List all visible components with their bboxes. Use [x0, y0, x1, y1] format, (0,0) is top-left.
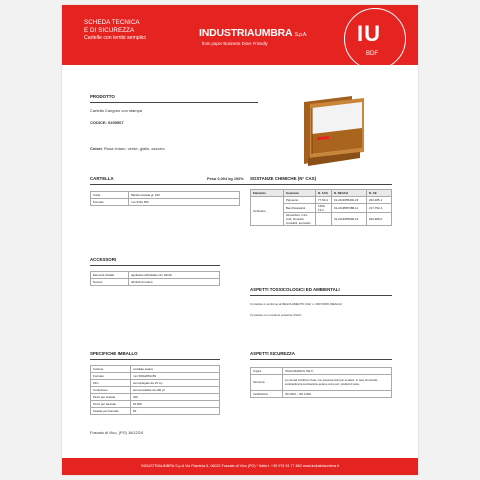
cartella-table	[90, 191, 240, 206]
colors-label: Colori:	[90, 146, 103, 151]
imballo-table	[90, 365, 220, 415]
brand-suffix: S.p.A.	[294, 32, 308, 38]
table-row	[91, 192, 240, 199]
table-cell: Formato	[91, 373, 131, 380]
table-cell: 920-908-0	[367, 213, 392, 226]
table-cell: Confezione	[91, 387, 131, 394]
table-cell: Film	[91, 380, 131, 387]
table-cell: 01-2119455996-19	[332, 213, 367, 226]
table-cell: 40x120 al rettore	[129, 279, 220, 286]
table-cell: 50	[131, 408, 220, 415]
table-cell: Scatole per bancale	[91, 408, 131, 415]
product-colors	[90, 146, 165, 151]
table-cell: Elementi imballo	[91, 272, 129, 279]
table-cell: Pezzi per scatola	[91, 394, 131, 401]
footer-banner: INDUSTRIAUMBRA S.p.A Via Flaminia 6, 06022 Fossato di Vico (PG) * Italia t. +39 075 91 77 882 www.industriaumbra.it	[62, 458, 418, 475]
cartella-section-title: CARTELLA	[90, 176, 114, 181]
table-row	[251, 368, 392, 375]
table-cell: Le normali condizioni d'uso, non presenta rischi per la salute. In caso di incendio scolorandosi la combustione avviene come per i prodotti di carta.	[283, 375, 392, 391]
table-cell: 400	[131, 394, 220, 401]
table-cell: applicata sull'imballo mm 46x40	[129, 272, 220, 279]
table-cell: 1566-13-2	[316, 204, 332, 213]
accessori-section-title: ACCESSORI	[90, 257, 117, 262]
table-row	[91, 387, 220, 394]
column-header: N. REACH	[332, 190, 367, 197]
table-row	[91, 394, 220, 401]
imballo-divider	[90, 359, 220, 360]
product-name: Cartella Canguro con stampa	[90, 108, 143, 113]
table-cell: 01-2119587488-11	[332, 204, 367, 213]
table-cell: mm 560x265x159	[131, 373, 220, 380]
table-cell: termoplegato da 15 my	[131, 380, 220, 387]
tossicologici-divider	[250, 295, 392, 296]
table-row	[91, 373, 220, 380]
table-cell: 20.000	[131, 401, 220, 408]
table-cell: Cartone	[91, 366, 131, 373]
table-cell: Carta	[91, 192, 129, 199]
table-cell: Certificazioni	[251, 391, 283, 398]
table-cell: mm 510x 350	[129, 199, 240, 206]
logo-mark: IU	[357, 21, 381, 46]
product-divider	[90, 102, 258, 103]
column-header: Elemento	[251, 190, 284, 197]
table-cell: Pezzi per bancale	[91, 401, 131, 408]
colors-value: Rosa chiaro, verde, giallo, azzurro	[104, 146, 165, 151]
sostanze-table	[250, 189, 392, 226]
tossicologici-section-title: ASPETTI TOSSICOLOGICI ED AMBIENTALI	[250, 287, 340, 292]
table-row	[91, 408, 220, 415]
cartella-divider	[90, 184, 258, 185]
accessori-table	[90, 271, 220, 286]
iu-bdf-logo-icon	[344, 8, 406, 70]
table-cell: Origine	[251, 368, 283, 375]
title-line-1: SCHEDA TECNICA	[84, 19, 140, 26]
table-row	[91, 380, 220, 387]
svhc-statement: Il prodotto non contiene sostanze SVHC	[250, 313, 302, 317]
table-row	[91, 279, 220, 286]
title-line-2: E DI SICUREZZA	[84, 26, 135, 34]
column-header: N. CE	[367, 190, 392, 197]
table-cell: Pigmento	[284, 197, 316, 204]
table-cell: termoretraibile da 100 pz	[131, 387, 220, 394]
logo-text: BDF	[366, 51, 378, 57]
table-cell: Idrocarburi, C14-C22, idrotratti, insolubili, aromatici	[284, 213, 316, 226]
accessori-divider	[90, 265, 220, 266]
product-code: CODICE: 0205507	[90, 120, 124, 125]
table-cell: 77-53-4	[316, 197, 332, 204]
document-subtitle: Cartelle con lembi semplici	[84, 35, 146, 41]
brand-text: INDUSTRIAUMBRA	[199, 27, 293, 39]
table-cell: Formato	[91, 199, 129, 206]
technical-sheet-page	[62, 5, 418, 475]
brand-name	[199, 27, 307, 39]
table-cell: 217-752-2	[367, 204, 392, 213]
sicurezza-divider	[250, 359, 392, 360]
table-cell: Benzilceloalcol	[284, 204, 316, 213]
table-row	[251, 391, 392, 398]
brand-tagline: from paper Business Done Friendly	[202, 41, 268, 46]
folder-icon	[300, 94, 370, 170]
header-banner	[62, 5, 418, 65]
column-header: Sostanza	[284, 190, 316, 197]
table-row	[91, 366, 220, 373]
table-cell: Inchiostro	[251, 197, 284, 226]
table-cell: ondulato avana	[131, 366, 220, 373]
imballo-section-title: SPECIFICHE IMBALLO	[90, 351, 138, 356]
table-row	[91, 401, 220, 408]
table-cell: 01-2119455402-23	[332, 197, 367, 204]
product-section-title: PRODOTTO	[90, 94, 115, 99]
table-header-row	[251, 190, 392, 197]
reach-compliance: Il prodotto è conforme al REGOLAMENTO (CE) n. 1907/2006 (REACH)	[250, 302, 342, 306]
table-cell	[316, 213, 332, 226]
table-row	[91, 199, 240, 206]
document-title	[84, 19, 140, 34]
place-date: Foscato di Vico, (PG) 16/12/24	[90, 430, 144, 435]
table-cell: Sicurezza	[251, 375, 283, 391]
sostanze-divider	[250, 184, 392, 185]
table-cell: Numeri	[91, 279, 129, 286]
sicurezza-section-title: ASPETTI SICUREZZA	[250, 351, 295, 356]
column-header: N. CAS	[316, 190, 332, 197]
table-cell: ITALIA (MADE IN ITALY)	[283, 368, 392, 375]
table-cell: 202-185-1	[367, 197, 392, 204]
sostanze-section-title: SOSTANZE CHIMICHE (N° CAS)	[250, 176, 317, 181]
sicurezza-table	[250, 367, 392, 398]
cartella-weight: Peso 0,004 kg 100%	[207, 176, 244, 181]
table-cell: ISO 9001 – ISO 14001	[283, 391, 392, 398]
table-row	[91, 272, 220, 279]
table-cell: Manila riciclata gr. 190	[129, 192, 240, 199]
table-row	[251, 375, 392, 391]
table-row	[251, 197, 392, 204]
